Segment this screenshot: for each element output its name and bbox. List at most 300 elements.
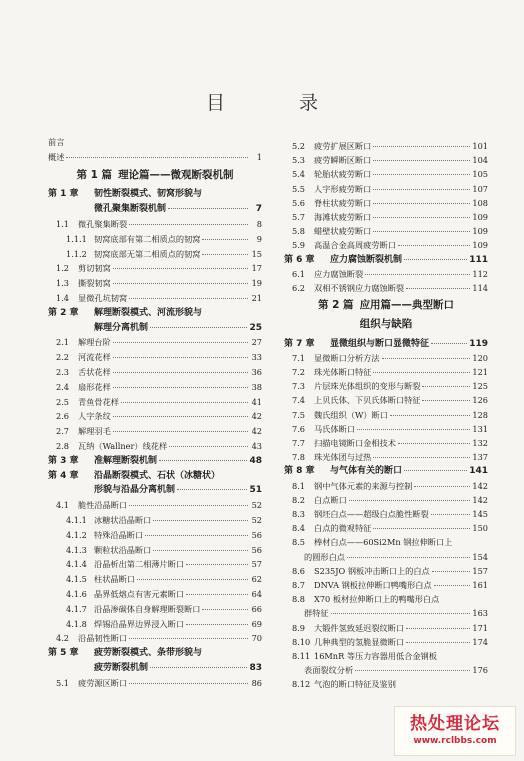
toc-entry-cont [48,203,262,215]
toc-entry-title: X70 板材拉伸断口上的鸭嘴形白点 [314,594,440,605]
toc-entry-title: 疲劳扩展区断口 [314,141,372,151]
toc-entry-number: 第 4 章 [48,470,79,481]
toc-entry-l1 [284,650,488,662]
toc-leader-dots [406,288,470,289]
toc-entry-number: 2.5 [56,396,70,407]
toc-entry-l1 [284,197,488,209]
toc-entry-number: 4.1.7 [66,603,87,614]
toc-entry-l1 [284,565,488,577]
toc-entry-l1 [284,536,488,548]
toc-entry-l1 [284,409,488,421]
toc-page-number: 62 [251,574,262,585]
toc-entry-title: 片层珠光体组织的变形与断裂 [314,381,421,392]
toc-page-number: 121 [472,367,488,377]
toc-entry-l1 [284,437,488,449]
toc-page-number: 145 [472,509,488,519]
toc-leader-dots [373,372,470,373]
toc-page-number: 128 [472,409,488,420]
toc-page-number: 171 [472,622,488,633]
toc-page-number: 17 [251,263,262,274]
toc-leader-dots [113,268,248,269]
toc-leader-dots [373,217,470,218]
toc-entry-title: 晶界低熔点有害元素断口 [94,589,185,599]
toc-entry-l1 [48,410,262,422]
toc-page-number: 21 [251,293,262,303]
toc-page-number: 33 [251,352,262,363]
toc-leader-dots [137,579,248,580]
toc-entry-title: 冰糖状沿晶断口 [94,515,152,525]
toc-entry-chapter [48,455,262,467]
toc-entry-l1 [48,677,262,689]
toc-entry-title: 魏氏组织（W）断口 [314,409,388,420]
toc-leader-dots [177,489,247,490]
toc-entry-chapter [48,188,262,200]
toc-entry-number: 4.1.8 [66,618,87,629]
toc-page-number: 176 [472,665,488,676]
toc-entry-l2 [48,248,262,260]
toc-entry-number: 5.6 [292,197,306,208]
toc-entry-chapter [284,254,488,266]
toc-leader-dots [150,667,247,668]
toc-leader-dots [159,460,247,461]
toc-entry-front [48,151,262,163]
toc-entry-number: 1.1.2 [66,248,87,259]
toc-page-number: 56 [251,529,262,540]
toc-entry-number: 4.1.4 [66,559,87,570]
toc-entry-number: 第 5 章 [48,648,79,659]
toc-entry-chapter [284,338,488,350]
toc-entry-title: 疲劳断裂机制 [94,663,149,673]
toc-leader-dots [168,208,248,209]
toc-entry-title: 焊锡沿晶界边界浸入断口 [94,618,185,629]
toc-page-number: 125 [472,381,488,392]
toc-leader-dots [404,470,467,471]
toc-leader-dots [202,609,248,610]
toc-entry-number: 8.11 [292,651,311,661]
toc-leader-dots [398,443,470,444]
toc-leader-dots [373,457,470,458]
toc-entry-number: 7.1 [292,352,306,363]
toc-entry-l2 [48,233,262,245]
toc-entry-number: 7.4 [292,395,306,406]
toc-entry-number: 2.2 [56,352,70,363]
toc-page-number: 154 [472,551,488,562]
toc-entry-l2 [48,618,262,630]
toc-page-number: 25 [249,322,262,333]
toc-leader-dots [404,259,467,260]
toc-leader-dots [66,157,248,158]
toc-entry-l1 [284,154,488,166]
toc-leader-dots [121,402,248,403]
toc-entry-l1 [284,282,488,294]
toc-entry-title: 概述 [48,151,65,162]
toc-entry-number: 2.1 [56,337,70,348]
toc-entry-title: 韧性断裂模式、韧窝形貌与 [94,189,203,200]
toc-page-number: 48 [249,455,262,466]
toc-leader-dots [365,274,470,275]
toc-entry-title: 大锻件氢致延迟裂纹断口 [314,622,405,633]
toc-entry-number: 8.1 [292,480,306,491]
toc-page-number: 109 [472,226,488,237]
toc-page-number: 131 [472,423,488,434]
toc-entry-title: 双相不锈钢应力腐蚀断裂 [314,283,405,293]
toc-entry-title: 沿晶断裂模式、石状（冰糖状） [94,470,221,481]
toc-entry-title: 微孔聚集断裂机制 [94,204,167,215]
toc-entry-title: 准解理断裂机制 [94,455,158,466]
toc-entry-title: 沿晶析出第二相薄片断口 [94,559,185,570]
toc-page-number: 104 [472,155,488,166]
toc-page-number: 1 [256,151,262,162]
toc-entry-title: 人字条纹 [78,411,111,422]
toc-entry-title: 几种典型的氢脆显微断口 [314,636,405,647]
toc-entry-title: 上贝氏体、下贝氏体断口特征 [314,395,421,406]
toc-entry-number: 4.1.2 [66,529,87,540]
toc-entry-title: 疲劳断裂模式、条带形貌与 [94,648,203,659]
toc-entry-part [284,299,488,311]
toc-entry-title: 蜡壁状疲劳断口 [314,226,372,237]
toc-entry-l1 [48,351,262,363]
toc-entry-l1 [284,423,488,435]
toc-page-number: 66 [251,603,262,614]
toc-entry-number: 7.2 [292,367,306,377]
toc-entry-l1 [48,425,262,437]
toc-leader-dots [373,160,470,161]
toc-entry-l1 [284,678,488,690]
toc-entry-l1 [284,494,488,506]
toc-entry-l1 [48,218,262,230]
toc-entry-number: 5.3 [292,155,306,166]
toc-page-number: 142 [472,494,488,505]
toc-entry-title: 珠光体团与过热 [314,452,372,463]
toc-entry-title: 应力腐蚀断裂 [314,268,364,279]
toc-entry-front [48,136,262,148]
toc-entry-partcont [284,318,488,330]
toc-page-number: 105 [472,169,488,180]
page-title: 目 录 [205,92,353,114]
toc-entry-l1 [284,352,488,364]
toc-leader-dots [186,594,248,595]
toc-entry-title: 柱状晶断口 [94,574,135,585]
toc-leader-dots [169,446,248,447]
toc-entry-number: 2.6 [56,411,70,422]
toc-entry-l2 [48,544,262,556]
toc-page-number: 120 [472,352,488,363]
toc-entry-number: 8.6 [292,565,306,576]
toc-leader-dots [150,327,247,328]
toc-page-number: 70 [251,633,262,644]
toc-leader-dots [153,520,248,521]
toc-entry-l2 [48,588,262,600]
toc-page-number: 150 [472,523,488,534]
toc-page-number: 108 [472,197,488,208]
toc-leader-dots [331,613,471,614]
toc-entry-contplain [284,551,488,563]
toc-page-number: 52 [251,515,262,525]
toc-page-number: 101 [472,141,488,151]
toc-entry-l1 [284,366,488,378]
toc-entry-number: 8.7 [292,580,306,590]
toc-entry-number: 4.1.5 [66,574,87,585]
toc-leader-dots [398,245,470,246]
toc-entry-number: 8.3 [292,509,306,519]
toc-leader-dots [373,203,470,204]
toc-entry-l1 [48,292,262,304]
toc-entry-title: 扇形花样 [78,381,111,392]
toc-entry-title: 形貌与沿晶分离机制 [94,485,176,496]
toc-leader-dots [422,386,470,387]
toc-entry-title: 微孔聚集断裂 [78,219,128,229]
toc-entry-number: 8.9 [292,622,306,633]
toc-entry-l1 [48,277,262,289]
toc-page-number: 57 [251,559,262,570]
toc-entry-l2 [48,603,262,615]
toc-leader-dots [373,231,470,232]
toc-page-number: 163 [472,608,488,619]
toc-leader-dots [129,298,248,299]
toc-entry-title: 解理分离机制 [94,322,149,333]
toc-page-number: 69 [251,618,262,629]
toc-entry-cont [48,662,262,674]
toc-leader-dots [434,585,471,586]
toc-entry-number: 第 2 篇 [317,299,354,312]
toc-entry-chapter [48,470,262,482]
toc-page-number: 36 [251,367,262,377]
toc-entry-l1 [284,140,488,152]
toc-leader-dots [153,550,248,551]
toc-entry-number: 8.2 [292,494,306,505]
toc-leader-dots [373,174,470,175]
toc-page-number: 161 [472,580,488,590]
toc-entry-l1 [284,636,488,648]
toc-leader-dots [113,372,248,373]
toc-leader-dots [129,638,248,639]
toc-entry-l1 [48,396,262,408]
toc-page-number: 141 [469,466,488,477]
toc-entry-title: 与气体有关的断口 [330,466,403,477]
toc-page-number: 174 [472,636,488,647]
toc-leader-dots [431,343,467,344]
toc-entry-title: 棒材白点——60Si2Mn 钢拉伸断口上 [314,537,453,548]
toc-entry-title: S235JO 钢板冲击断口上的白点 [314,565,430,576]
toc-entry-title: 马氏体断口 [314,423,355,434]
toc-page-number: 109 [472,240,488,251]
toc-page-number: 109 [472,212,488,222]
toc-page-number: 9 [256,233,262,244]
toc-page-number: 8 [256,219,262,229]
toc-leader-dots [373,528,470,529]
toc-entry-l2 [48,558,262,570]
toc-leader-dots [406,642,470,643]
toc-entry-title: 河流花样 [78,352,111,363]
toc-page-number: 52 [251,500,262,511]
toc-entry-title: 沿晶韧性断口 [78,633,128,644]
toc-entry-title: 颗粒状沿晶断口 [94,544,152,555]
toc-entry-number: 2.4 [56,381,70,392]
toc-entry-l2 [48,573,262,585]
toc-leader-dots [186,624,248,625]
toc-entry-number: 4.1.3 [66,544,87,555]
toc-page-number: 51 [249,485,262,496]
toc-page-number: 64 [251,589,262,599]
toc-entry-l1 [48,262,262,274]
toc-entry-number: 4.1 [56,500,70,511]
toc-entry-l2 [48,514,262,526]
toc-leader-dots [432,571,471,572]
toc-entry-l1 [284,508,488,520]
toc-page-number: 142 [472,480,488,491]
toc-entry-title: 珠光体断口特征 [314,367,372,377]
toc-leader-dots [113,416,248,417]
toc-entry-title: 扫描电镜断口金相技术 [314,438,396,448]
toc-entry-number: 8.4 [292,523,306,534]
toc-leader-dots [113,387,248,388]
toc-entry-title: 解理台阶 [78,337,111,348]
toc-entry-l1 [48,440,262,452]
toc-entry-title: 疲劳源区断口 [78,677,128,688]
toc-entry-l1 [48,336,262,348]
toc-page-number: 15 [251,248,262,259]
toc-entry-number: 4.2 [56,633,70,644]
toc-leader-dots [414,486,470,487]
toc-entry-number: 第 2 章 [48,307,79,318]
toc-entry-number: 7.7 [292,438,306,448]
toc-leader-dots [382,358,471,359]
toc-leader-dots [406,628,470,629]
toc-entry-title: 解理羽毛 [78,426,111,437]
toc-entry-title: 脆性沿晶断口 [78,500,128,511]
toc-leader-dots [422,400,470,401]
toc-entry-l1 [284,211,488,223]
toc-entry-number: 8.5 [292,537,306,548]
toc-entry-l1 [284,522,488,534]
toc-entry-number: 1.3 [56,278,70,289]
toc-entry-contplain [284,607,488,619]
toc-entry-title: 应力腐蚀断裂机制 [330,254,403,265]
toc-page-number: 41 [251,396,262,407]
toc-entry-title: 显微断口分析方法 [314,352,380,363]
toc-entry-title: 舌状花样 [78,367,111,377]
toc-entry-number: 4.1.6 [66,589,87,599]
toc-entry-l1 [284,168,488,180]
toc-entry-l1 [284,579,488,591]
toc-entry-number: 6.1 [292,268,306,279]
toc-leader-dots [113,357,248,358]
toc-entry-title: 剪切韧窝 [78,263,111,274]
toc-leader-dots [113,431,248,432]
toc-entry-number: 5.7 [292,212,306,222]
toc-entry-number: 2.7 [56,426,70,437]
toc-entry-title: 理论篇——微观断裂机制 [118,168,234,181]
forum-watermark [394,706,516,756]
toc-entry-number: 第 1 篇 [76,168,113,181]
toc-entry-l1 [284,380,488,392]
toc-entry-title: 瓦纳（Wallner）线花样 [78,441,168,451]
toc-page-number: 19 [251,278,262,289]
toc-entry-title: 组织与缺陷 [359,318,413,331]
toc-entry-title: 显微组织与断口显微特征 [330,338,430,349]
toc-entry-title: 人字形疲劳断口 [314,183,372,194]
toc-leader-dots [347,557,470,558]
toc-leader-dots [355,670,470,671]
toc-page-number: 42 [251,411,262,422]
toc-entry-l1 [48,366,262,378]
toc-entry-title: 表面裂纹分析 [304,665,354,676]
toc-entry-number: 5.1 [56,677,70,688]
toc-entry-title: 前言 [48,137,65,147]
toc-leader-dots [145,535,248,536]
toc-page-number: 126 [472,395,488,406]
toc-page-number: 132 [472,438,488,448]
toc-entry-number: 第 8 章 [284,466,315,477]
toc-entry-title: 撕裂韧窝 [78,278,111,289]
watermark-url: www.rclbbs.com [413,736,497,746]
toc-page-number: 112 [472,268,488,279]
toc-entry-title: 白点断口 [314,494,347,505]
toc-leader-dots [113,283,248,284]
watermark-title: 热处理论坛 [410,714,500,734]
toc-page-number: 7 [255,204,262,215]
toc-entry-part [48,169,262,181]
toc-leader-dots [202,254,248,255]
toc-page-number: 107 [472,183,488,194]
toc-entry-number: 第 3 章 [48,455,79,466]
toc-entry-chapter [48,647,262,659]
toc-entry-number: 8.12 [292,679,311,690]
toc-entry-title: 韧窝底部有第二相质点的韧窝 [94,233,201,244]
toc-leader-dots [390,415,470,416]
toc-entry-l1 [284,593,488,605]
toc-entry-title: 的圆形白点 [304,551,345,562]
toc-entry-title: 钢中气体元素的来源与控制 [314,480,413,491]
toc-entry-title: 海滩状疲劳断口 [314,212,372,222]
toc-entry-number: 4.1.1 [66,515,87,525]
toc-entry-number: 2.8 [56,441,70,451]
toc-entry-number: 5.2 [292,141,306,151]
toc-entry-title: 青鱼骨花样 [78,396,119,407]
toc-entry-l1 [284,268,488,280]
toc-entry-number: 第 6 章 [284,254,315,265]
toc-leader-dots [373,146,470,147]
toc-page-number: 86 [251,677,262,688]
toc-entry-title: 应用篇——典型断口 [359,299,455,312]
toc-entry-number: 6.2 [292,283,306,293]
toc-entry-number: 5.9 [292,240,306,251]
toc-entry-number: 第 1 章 [48,189,79,200]
toc-entry-number: 1.4 [56,293,70,303]
toc-entry-title: 高温合金高周疲劳断口 [314,240,396,251]
toc-entry-l1 [284,622,488,634]
toc-page-number: 38 [251,381,262,392]
toc-leader-dots [129,224,248,225]
toc-entry-number: 7.5 [292,409,306,420]
toc-page-number: 157 [472,565,488,576]
toc-leader-dots [349,500,471,501]
toc-entry-title: 气泡的断口特征及鉴别 [314,679,396,690]
toc-entry-number: 2.3 [56,367,70,377]
toc-entry-l1 [284,451,488,463]
toc-entry-title: 钢坯白点——超级白点脆性断裂 [314,509,429,519]
toc-entry-number: 7.6 [292,423,306,434]
toc-page-number: 27 [251,337,262,348]
toc-entry-title: 疲劳瞬断区断口 [314,155,372,166]
toc-entry-l1 [284,239,488,251]
toc-entry-number: 1.2 [56,263,70,274]
toc-page-number: 111 [469,254,488,265]
toc-page-number: 43 [251,441,262,451]
toc-entry-cont [48,322,262,334]
toc-leader-dots [373,189,470,190]
toc-entry-number: 第 7 章 [284,338,315,349]
